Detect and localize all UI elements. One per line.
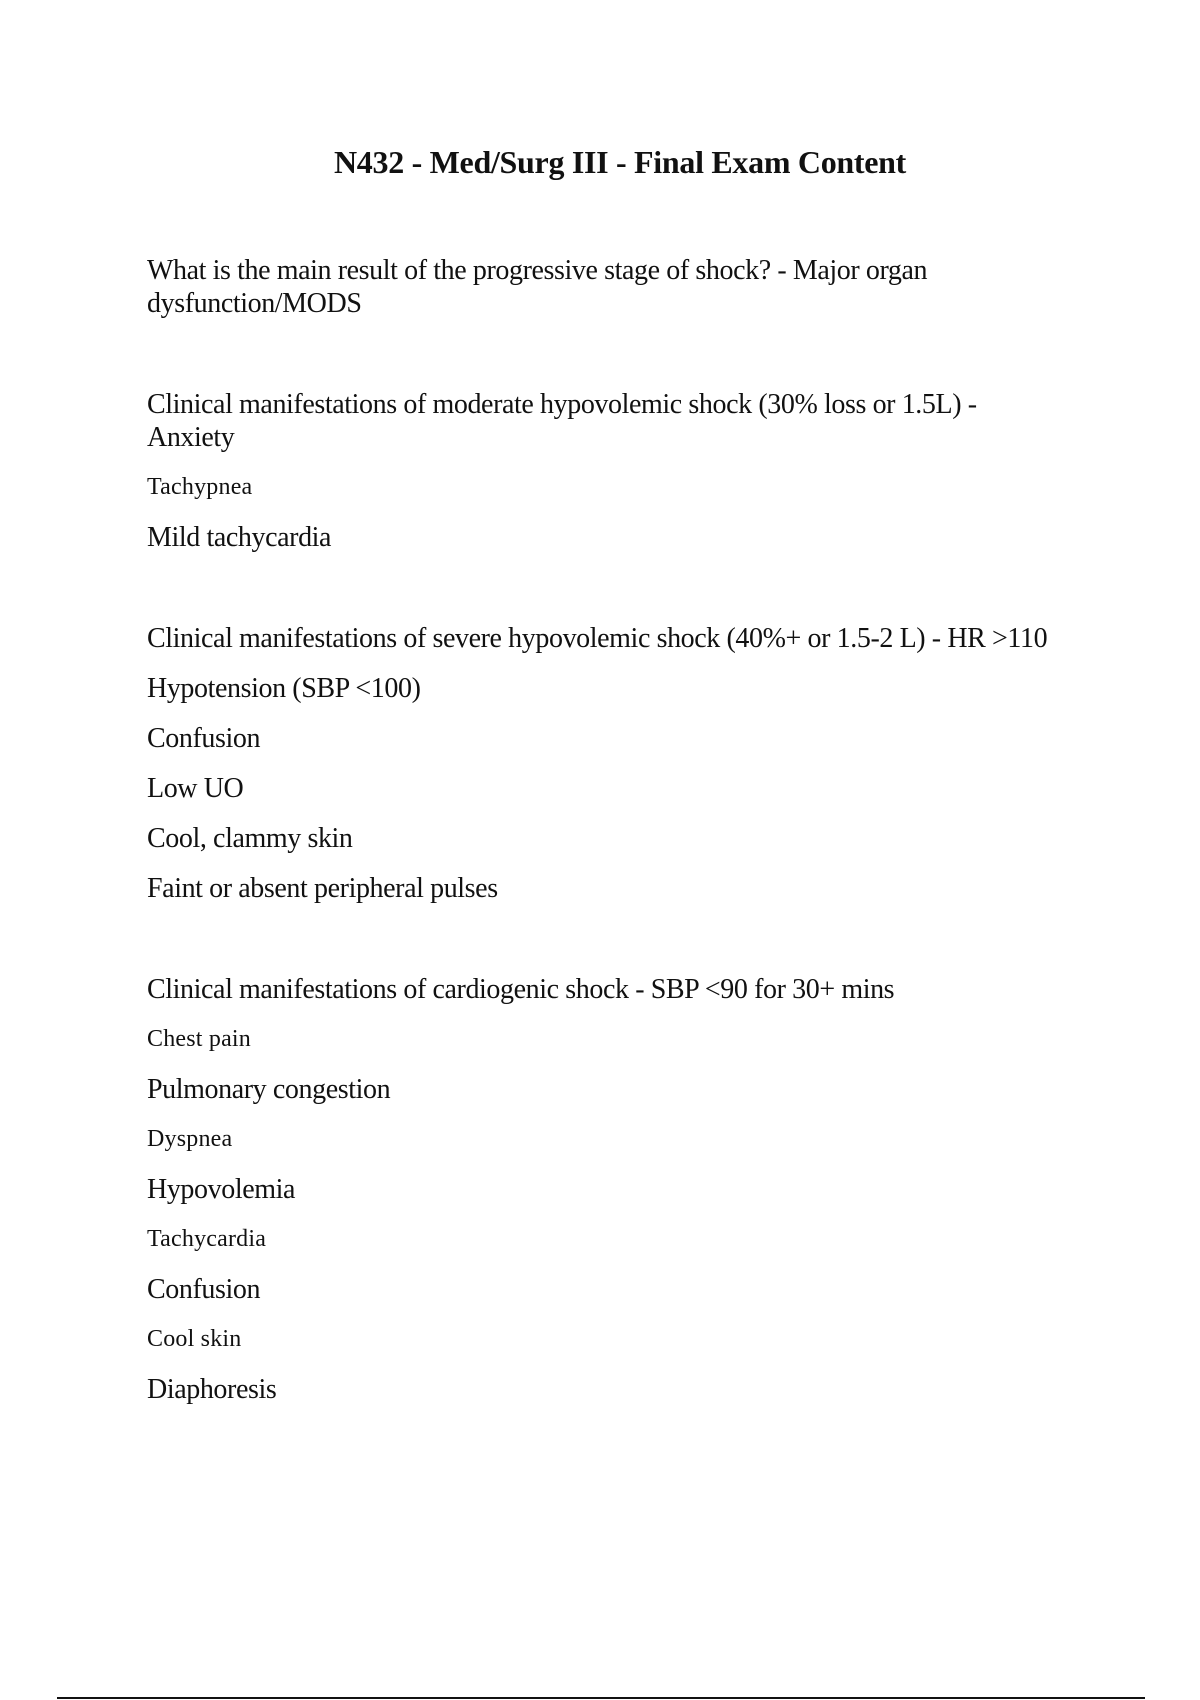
flashcard-question: Clinical manifestations of cardiogenic shock - SBP <90 for 30+ mins — [147, 974, 895, 1005]
answer-item: Low UO — [147, 773, 244, 804]
answer-item: Confusion — [147, 723, 261, 754]
answer-item: Cool, clammy skin — [147, 823, 353, 854]
flashcard — [147, 254, 1107, 320]
answer-item: Confusion — [147, 1274, 261, 1305]
answer-item: Mild tachycardia — [147, 522, 332, 553]
flashcard — [147, 973, 1107, 1406]
answer-item: Dyspnea — [147, 1126, 233, 1152]
flashcard — [147, 388, 1107, 554]
answer-item: Hypovolemia — [147, 1174, 296, 1205]
flashcard-question: What is the main result of the progressive stage of shock? - Major organ dysfunction/MODS — [147, 255, 928, 319]
answer-item: Chest pain — [147, 1026, 251, 1052]
document-title: N432 - Med/Surg III - Final Exam Content — [333, 144, 907, 180]
answer-item: Tachypnea — [147, 474, 253, 500]
answer-item: Faint or absent peripheral pulses — [147, 873, 498, 904]
answer-item: Hypotension (SBP <100) — [147, 673, 421, 704]
answer-item: Diaphoresis — [147, 1374, 277, 1405]
page-bottom-rule — [57, 1697, 1145, 1699]
flashcard — [147, 622, 1107, 905]
answer-item: Tachycardia — [147, 1226, 267, 1252]
flashcard-question: Clinical manifestations of severe hypovolemic shock (40%+ or 1.5-2 L) - HR >110 — [147, 623, 1048, 654]
answer-item: Cool skin — [147, 1326, 242, 1352]
flashcard-list — [147, 254, 1107, 1406]
answer-item: Pulmonary congestion — [147, 1074, 391, 1105]
flashcard-question: Clinical manifestations of moderate hypovolemic shock (30% loss or 1.5L) - Anxiety — [147, 389, 977, 453]
